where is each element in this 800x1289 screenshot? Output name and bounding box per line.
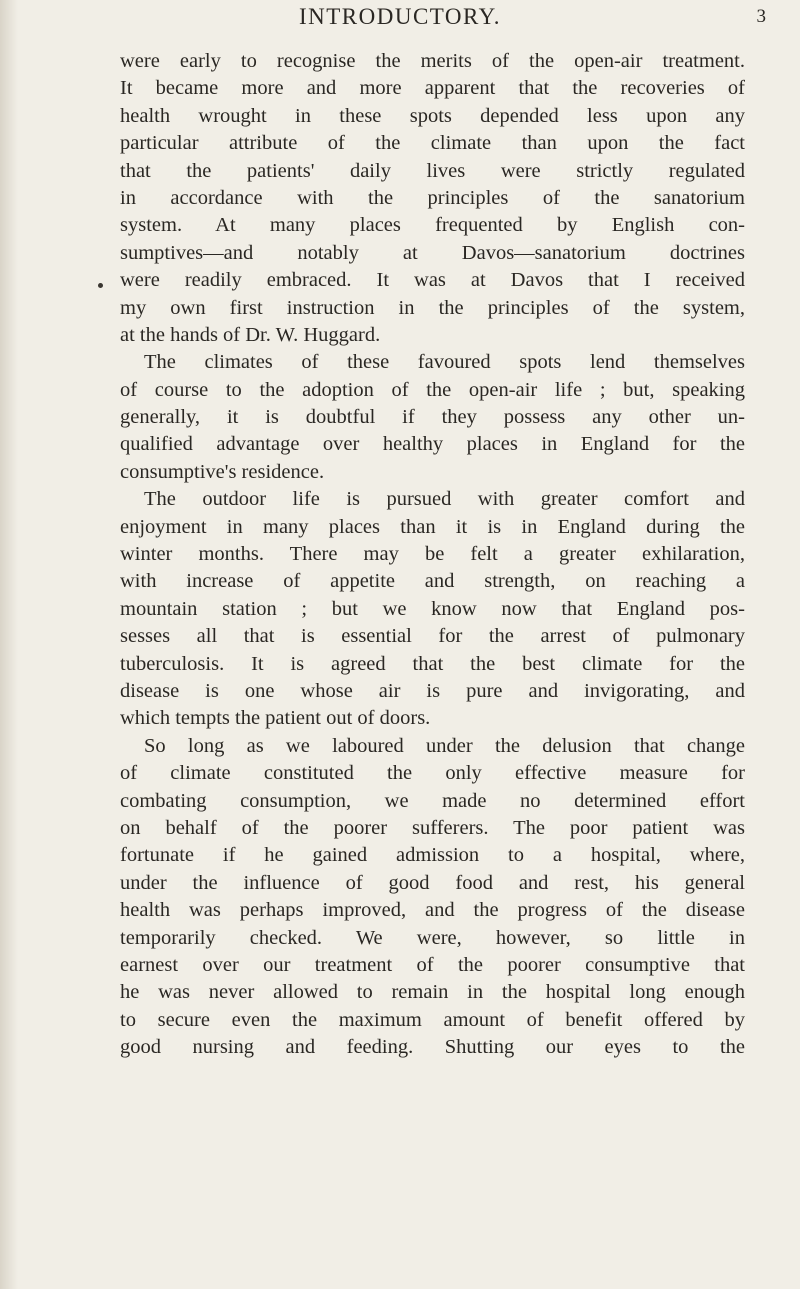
- running-title: INTRODUCTORY.: [298, 4, 502, 29]
- text-line: were readily embraced. It was at Davos that I received: [120, 269, 745, 292]
- text-line: my own first instruction in the principles of the system,: [120, 296, 745, 319]
- page-header: [40, 4, 766, 44]
- text-line: mountain station ; but we know now that England pos-: [120, 597, 745, 620]
- page-number: 3: [756, 6, 766, 27]
- body-text: [120, 48, 745, 1061]
- text-line: The climates of these favoured spots lend themselves: [144, 351, 745, 374]
- text-line: under the influence of good food and rest, his general: [120, 871, 745, 894]
- text-line: disease is one whose air is pure and invigorating, and: [120, 679, 745, 702]
- text-line: qualified advantage over healthy places in England for the: [120, 433, 745, 456]
- text-line: generally, it is doubtful if they possess any other un-: [120, 406, 745, 429]
- text-line: system. At many places frequented by English con-: [120, 214, 745, 237]
- text-line: It became more and more apparent that the recoveries of: [120, 77, 745, 100]
- text-line: tuberculosis. It is agreed that the best climate for the: [120, 652, 745, 675]
- text-line: The outdoor life is pursued with greater comfort and: [144, 488, 745, 511]
- text-line: sesses all that is essential for the arrest of pulmonary: [120, 625, 745, 648]
- text-line: health was perhaps improved, and the progress of the disease: [120, 899, 745, 922]
- text-line: earnest over our treatment of the poorer consumptive that: [120, 953, 745, 976]
- text-line: particular attribute of the climate than upon the fact: [120, 132, 745, 155]
- text-line: fortunate if he gained admission to a hospital, where,: [120, 844, 745, 867]
- text-line: consumptive's residence.: [120, 460, 325, 483]
- text-line: health wrought in these spots depended less upon any: [120, 104, 745, 127]
- text-line: enjoyment in many places than it is in England during the: [120, 515, 745, 538]
- text-line: of climate constituted the only effective measure for: [120, 762, 745, 785]
- text-line: temporarily checked. We were, however, so little in: [120, 926, 745, 949]
- text-line: that the patients' daily lives were strictly regulated: [120, 159, 745, 182]
- text-line: combating consumption, we made no determined effort: [120, 789, 745, 812]
- text-line: good nursing and feeding. Shutting our eyes to the: [120, 1036, 745, 1059]
- text-line: with increase of appetite and strength, on reaching a: [120, 570, 745, 593]
- text-line: So long as we laboured under the delusion that change: [144, 734, 745, 757]
- text-line: on behalf of the poorer sufferers. The poor patient was: [120, 816, 745, 839]
- text-line: sumptives—and notably at Davos—sanatorium doctrines: [120, 241, 745, 264]
- text-line: to secure even the maximum amount of benefit offered by: [120, 1008, 745, 1031]
- text-line: were early to recognise the merits of the open-air treatment.: [120, 50, 745, 72]
- text-line: at the hands of Dr. W. Huggard.: [120, 323, 381, 346]
- text-line: in accordance with the principles of the sanatorium: [120, 186, 745, 209]
- margin-dot-mark: [98, 283, 103, 288]
- text-line: winter months. There may be felt a greater exhilaration,: [120, 543, 745, 566]
- text-line: of course to the adoption of the open-air life ; but, speaking: [120, 378, 745, 401]
- text-line: he was never allowed to remain in the hospital long enough: [120, 981, 745, 1004]
- page-gutter-shadow: [0, 0, 18, 1289]
- text-line: which tempts the patient out of doors.: [120, 707, 431, 730]
